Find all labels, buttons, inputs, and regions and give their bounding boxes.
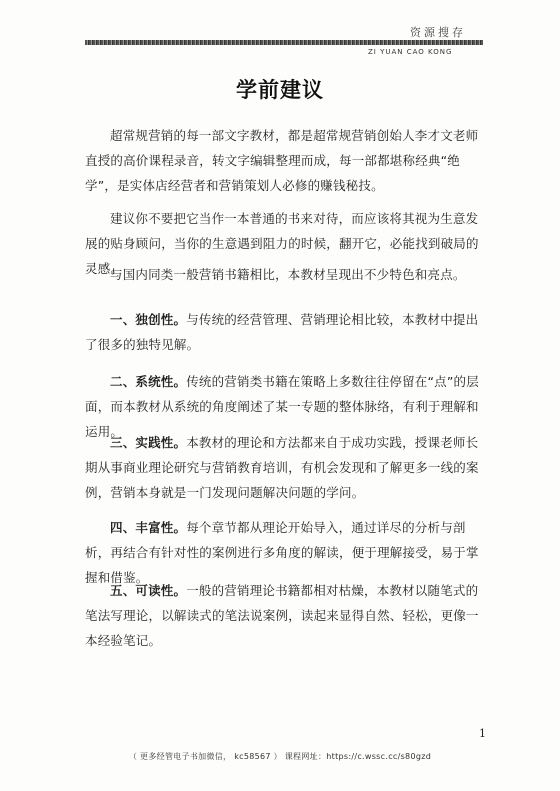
feature-text: 本教材的理论和方法都来自于成功实践，授课老师长期从事商业理论研究与营销教育培训，有机会发现和了解更多一线的案例，营销本身就是一门发现问题解决问题的学问。 [85, 435, 479, 500]
feature-originality [85, 307, 490, 357]
header-rule [85, 40, 483, 45]
feature-readability [85, 578, 490, 653]
feature-heading: 三、实践性。 [110, 435, 187, 450]
header-label: 资源搜存 [410, 26, 466, 39]
feature-text: 一般的营销理论书籍都相对枯燥，本教材以随笔式的笔法写理论，以解读式的笔法说案例，读起来显得自然、轻松，更像一本经验笔记。 [85, 583, 479, 648]
feature-heading: 五、可读性。 [110, 583, 187, 598]
paragraph-text: 建议你不要把它当作一本普通的书来对待，而应该将其视为生意发展的贴身顾问，当你的生意遇到阻力的时候，翻开它，必能找到破局的灵感。 [85, 211, 479, 276]
feature-text: 每个章节都从理论开始导入，通过详尽的分析与剖析，再结合有针对性的案例进行多角度的解读，便于理解接受，易于掌握和借鉴。 [85, 520, 479, 585]
page-number: 1 [479, 727, 486, 740]
feature-heading: 四、丰富性。 [110, 520, 187, 535]
paragraph-intro [85, 123, 490, 198]
footer-note: （ 更多经管电子书加微信， kc58567 ） 课程网址：https://c.wssc.cc/s80gzd [128, 752, 432, 761]
feature-text: 传统的营销类书籍在策略上多数往往停留在“点”的层面，而本教材从系统的角度阐述了某一专题的整体脉络，有利于理解和运用。 [85, 374, 479, 439]
page-title: 学前建议 [236, 78, 324, 102]
feature-heading: 二、系统性。 [110, 374, 187, 389]
feature-heading: 一、独创性。 [110, 312, 187, 327]
paragraph-comparison [85, 262, 490, 287]
paragraph-text: 超常规营销的每一部文字教材，都是超常规营销创始人李才文老师直授的高价课程录音，转文字编辑整理而成，每一部都堪称经典“绝学”，是实体店经营者和营销策划人必修的赚钱秘技。 [85, 128, 479, 193]
paragraph-text: 与国内同类一般营销书籍相比，本教材呈现出不少特色和亮点。 [110, 267, 466, 282]
feature-practicality [85, 430, 490, 505]
header-subtitle: ZI YUAN CAO KONG [368, 48, 453, 56]
feature-text: 与传统的经营管理、营销理论相比较，本教材中提出了很多的独特见解。 [85, 312, 479, 352]
